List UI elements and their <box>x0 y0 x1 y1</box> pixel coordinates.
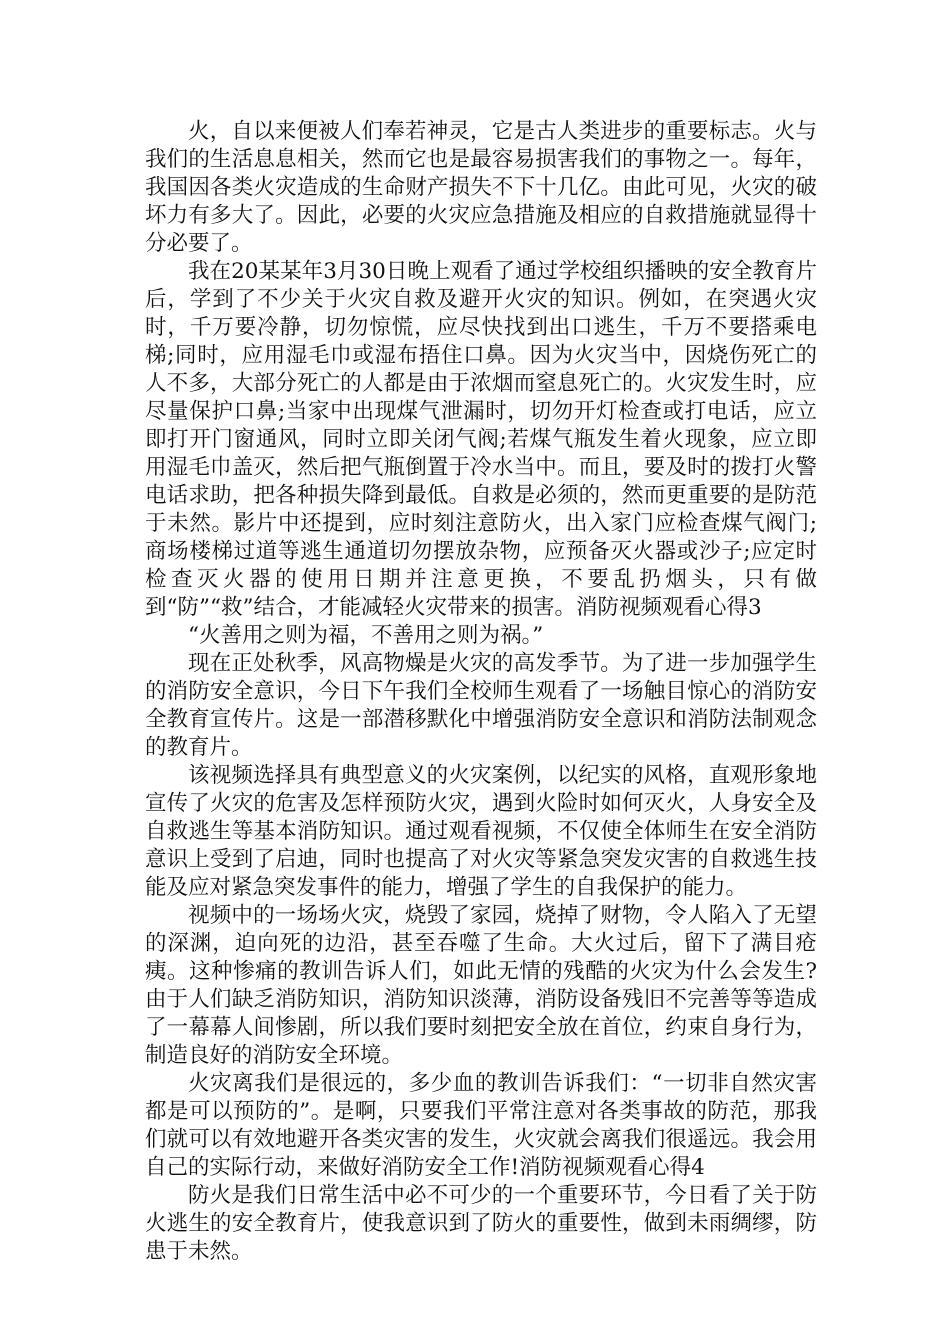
document-body <box>145 118 817 1266</box>
paragraph-fire-prevention-daily: 防火是我们日常生活中必不可少的一个重要环节，今日看了关于防火逃生的安全教育片，使我意识到了防火的重要性，做到未雨绸缪，防患于未然。 <box>145 1183 817 1264</box>
paragraph-prevention: 火灾离我们是很远的，多少血的教训告诉我们：“一切非自然灾害都是可以预防的”。是啊，只要我们平常注意对各类事故的防范，那我们就可以有效地避开各类灾害的发生，火灾就会离我们很遥远。我会用自己的实际行动，来做好消防安全工作!消防视频观看心得4 <box>145 1071 817 1180</box>
paragraph-quote: “火善用之则为福，不善用之则为祸。” <box>188 623 544 648</box>
paragraph-fire-scenes: 视频中的一场场火灾，烧毁了家园，烧掉了财物，令人陷入了无望的深渊，迫向死的边沿，甚至吞噬了生命。大火过后，留下了满目疮痍。这种惨痛的教训告诉人们，如此无情的残酷的火灾为什么会发生?由于人们缺乏消防知识，消防知识淡薄，消防设备残旧不完善等等造成了一幕幕人间惨剧，所以我们要时刻把安全放在首位，约束自身行为，制造良好的消防安全环境。 <box>145 903 817 1068</box>
paragraph-education-film: 我在20某某年3月30日晚上观看了通过学校组织播映的安全教育片后，学到了不少关于火灾自救及避开火灾的知识。例如，在突遇火灾时，千万要冷静，切勿惊慌，应尽快找到出口逃生，千万不要搭乘电梯;同时，应用湿毛巾或湿布捂住口鼻。因为火灾当中，因烧伤死亡的人不多，大部分死亡的人都是由于浓烟而窒息死亡的。火灾发生时，应尽量保护口鼻;当家中出现煤气泄漏时，切勿开灯检查或打电话，应立即打开门窗通风，同时立即关闭气阀;若煤气瓶发生着火现象，应立即用湿毛巾盖灭，然后把气瓶倒置于冷水当中。而且，要及时的拨打火警电话求助，把各种损失降到最低。自救是必须的，然而更重要的是防范于未然。影片中还提到，应时刻注意防火，出入家门应检查煤气阀门;商场楼梯过道等逃生通道切勿摆放杂物，应预备灭火器或沙子;应定时检查灭火器的使用日期并注意更换，不要乱扔烟头，只有做到“防”“救”结合，才能减轻火灾带来的损害。消防视频观看心得3 <box>145 259 817 620</box>
paragraph-fire-importance: 火，自以来便被人们奉若神灵，它是古人类进步的重要标志。火与我们的生活息息相关，然而它也是最容易损害我们的事物之一。每年，我国因各类火灾造成的生命财产损失不下十几亿。由此可见，火灾的破坏力有多大了。因此，必要的火灾应急措施及相应的自救措施就显得十分必要了。 <box>145 119 817 256</box>
paragraph-autumn-season: 现在正处秋季，风高物燥是火灾的高发季节。为了进一步加强学生的消防安全意识，今日下午我们全校师生观看了一场触目惊心的消防安全教育宣传片。这是一部潜移默化中增强消防安全意识和消防法制观念的教育片。 <box>145 651 817 760</box>
paragraph-video-cases: 该视频选择具有典型意义的火灾案例，以纪实的风格，直观形象地宣传了火灾的危害及怎样预防火灾，遇到火险时如何灭火，人身安全及自救逃生等基本消防知识。通过观看视频，不仅使全体师生在安全消防意识上受到了启迪，同时也提高了对火灾等紧急突发灾害的自救逃生技能及应对紧急突发事件的能力，增强了学生的自我保护的能力。 <box>145 763 817 900</box>
